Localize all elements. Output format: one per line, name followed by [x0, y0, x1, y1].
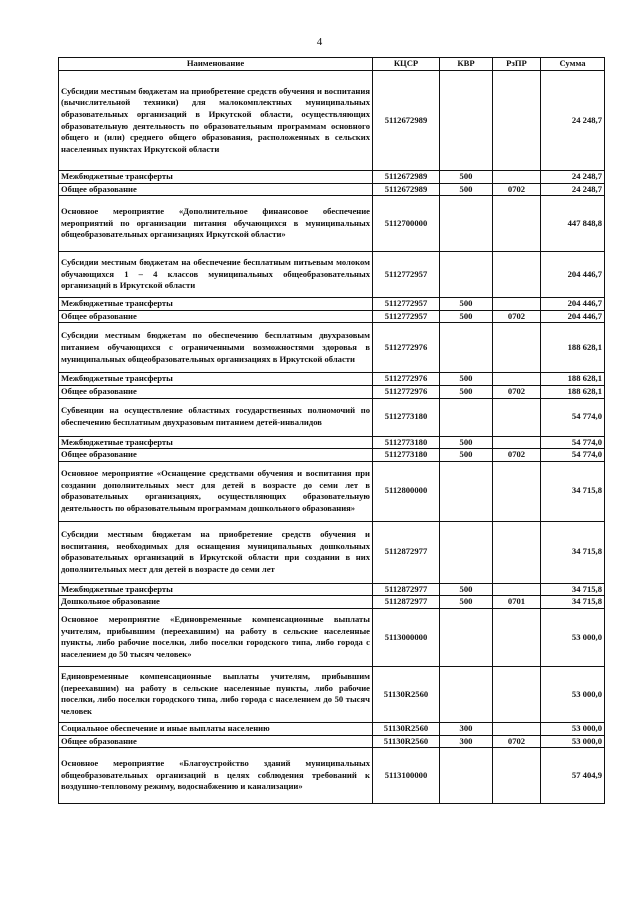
row-sum: 57 404,9 — [541, 748, 605, 804]
table-row — [59, 608, 605, 666]
row-rzpr — [493, 323, 541, 373]
table-row — [59, 735, 605, 748]
row-kvr — [440, 461, 493, 521]
row-name: Основное мероприятие «Единовременные компенсационные выплаты учителям, прибывшим (переехавшим) на работу в сельские населенные пункты, либо рабочие поселки, либо поселки городского типа, либо города с населением до 50 тысяч человек» — [59, 608, 373, 666]
row-sum: 53 000,0 — [541, 722, 605, 735]
page-number: 4 — [316, 36, 323, 48]
row-rzpr — [493, 666, 541, 722]
row-kvr — [440, 521, 493, 583]
row-name: Основное мероприятие «Благоустройство зданий муниципальных общеобразовательных организаций в целях соблюдения требований к воздушно-тепловому режиму, водоснабжению и канализации» — [59, 748, 373, 804]
table-row — [59, 461, 605, 521]
row-kcsr: 5112772976 — [373, 385, 440, 398]
row-kcsr: 5112773180 — [373, 449, 440, 462]
row-sum: 188 628,1 — [541, 323, 605, 373]
row-kcsr: 5112800000 — [373, 461, 440, 521]
row-rzpr — [493, 252, 541, 298]
header-rzpr: РзПР — [493, 58, 541, 71]
header-sum: Сумма — [541, 58, 605, 71]
table-row — [59, 436, 605, 449]
table-row — [59, 666, 605, 722]
row-rzpr: 0702 — [493, 310, 541, 323]
table-row — [59, 596, 605, 609]
row-sum: 53 000,0 — [541, 735, 605, 748]
table-row — [59, 323, 605, 373]
row-kcsr: 5112772957 — [373, 252, 440, 298]
table-row — [59, 298, 605, 311]
table-row — [59, 252, 605, 298]
row-kcsr: 5112872977 — [373, 521, 440, 583]
header-name: Наименование — [59, 58, 373, 71]
row-sum: 24 248,7 — [541, 171, 605, 184]
row-sum: 24 248,7 — [541, 183, 605, 196]
row-rzpr: 0702 — [493, 449, 541, 462]
table-row — [59, 71, 605, 171]
row-kcsr: 51130R2560 — [373, 735, 440, 748]
row-name: Субсидии местным бюджетам по обеспечению бесплатным двухразовым питанием обучающихся с ограниченными возможностями здоровья в муниципальных общеобразовательных организациях в Иркутской области — [59, 323, 373, 373]
row-sum: 34 715,8 — [541, 521, 605, 583]
row-name: Межбюджетные трансферты — [59, 583, 373, 596]
row-kcsr: 5112872977 — [373, 596, 440, 609]
row-kvr: 500 — [440, 596, 493, 609]
row-kcsr: 5112772957 — [373, 310, 440, 323]
row-name: Единовременные компенсационные выплаты учителям, прибывшим (переехавшим) на работу в сельские населенные пункты, либо рабочие поселки, либо поселки городского типа, либо города с населением до 50 тысяч человек — [59, 666, 373, 722]
row-rzpr — [493, 722, 541, 735]
row-name: Основное мероприятие «Оснащение средствами обучения и воспитания при создании дополнительных мест для детей в возрасте до семи лет в образовательных организациях, осуществляющих образовательную деятельность по образовательным программам дошкольного образования» — [59, 461, 373, 521]
table-row — [59, 385, 605, 398]
row-kcsr: 5112773180 — [373, 398, 440, 436]
row-kcsr: 5113000000 — [373, 608, 440, 666]
row-kvr — [440, 323, 493, 373]
table-row — [59, 196, 605, 252]
row-kvr — [440, 608, 493, 666]
row-sum: 204 446,7 — [541, 310, 605, 323]
table-row — [59, 722, 605, 735]
row-kvr: 300 — [440, 722, 493, 735]
row-sum: 54 774,0 — [541, 398, 605, 436]
row-name: Основное мероприятие «Дополнительное финансовое обеспечение мероприятий по организации питания обучающихся в муниципальных общеобразовательных организациях Иркутской области» — [59, 196, 373, 252]
row-name: Дошкольное образование — [59, 596, 373, 609]
row-kvr — [440, 196, 493, 252]
row-rzpr — [493, 583, 541, 596]
row-name: Общее образование — [59, 385, 373, 398]
row-kcsr: 5112700000 — [373, 196, 440, 252]
row-name: Общее образование — [59, 449, 373, 462]
row-rzpr — [493, 196, 541, 252]
header-kvr: КВР — [440, 58, 493, 71]
row-name: Межбюджетные трансферты — [59, 436, 373, 449]
row-rzpr: 0702 — [493, 385, 541, 398]
row-kcsr: 5112872977 — [373, 583, 440, 596]
table-header-row — [59, 58, 605, 71]
row-name: Общее образование — [59, 183, 373, 196]
row-rzpr — [493, 461, 541, 521]
row-rzpr — [493, 398, 541, 436]
row-rzpr: 0702 — [493, 735, 541, 748]
row-sum: 34 715,8 — [541, 596, 605, 609]
row-sum: 204 446,7 — [541, 252, 605, 298]
row-kvr: 500 — [440, 583, 493, 596]
table-row — [59, 748, 605, 804]
row-sum: 447 848,8 — [541, 196, 605, 252]
row-name: Общее образование — [59, 310, 373, 323]
row-rzpr — [493, 748, 541, 804]
row-kcsr: 51130R2560 — [373, 722, 440, 735]
row-kvr — [440, 666, 493, 722]
row-rzpr — [493, 171, 541, 184]
budget-table — [58, 57, 605, 804]
table-row — [59, 449, 605, 462]
row-rzpr — [493, 436, 541, 449]
row-rzpr — [493, 298, 541, 311]
row-kvr: 300 — [440, 735, 493, 748]
row-sum: 54 774,0 — [541, 436, 605, 449]
row-kvr — [440, 71, 493, 171]
row-name: Общее образование — [59, 735, 373, 748]
row-kvr: 500 — [440, 298, 493, 311]
row-rzpr — [493, 608, 541, 666]
table-row — [59, 310, 605, 323]
row-kvr: 500 — [440, 171, 493, 184]
row-kcsr: 5112672989 — [373, 171, 440, 184]
row-name: Межбюджетные трансферты — [59, 373, 373, 386]
row-sum: 188 628,1 — [541, 373, 605, 386]
header-kcsr: КЦСР — [373, 58, 440, 71]
row-name: Межбюджетные трансферты — [59, 171, 373, 184]
row-kvr: 500 — [440, 436, 493, 449]
table-row — [59, 583, 605, 596]
row-kcsr: 5112772957 — [373, 298, 440, 311]
row-rzpr — [493, 71, 541, 171]
row-kvr — [440, 398, 493, 436]
row-kvr — [440, 748, 493, 804]
row-kcsr: 51130R2560 — [373, 666, 440, 722]
row-name: Субсидии местным бюджетам на обеспечение бесплатным питьевым молоком обучающихся 1 – 4 классов муниципальных общеобразовательных организаций в Иркутской области — [59, 252, 373, 298]
table-row — [59, 373, 605, 386]
table-row — [59, 183, 605, 196]
row-kcsr: 5112772976 — [373, 373, 440, 386]
row-kvr: 500 — [440, 449, 493, 462]
row-kvr: 500 — [440, 373, 493, 386]
row-kcsr: 5112672989 — [373, 183, 440, 196]
table-row — [59, 398, 605, 436]
row-name: Субвенции на осуществление областных государственных полномочий по обеспечению бесплатным двухразовым питанием детей-инвалидов — [59, 398, 373, 436]
row-rzpr: 0702 — [493, 183, 541, 196]
row-sum: 204 446,7 — [541, 298, 605, 311]
row-sum: 34 715,8 — [541, 461, 605, 521]
row-name: Субсидии местным бюджетам на приобретение средств обучения и воспитания (вычислительной техники) для малокомплектных муниципальных образовательных организаций в Иркутской области, осуществляющих образовательную деятельность по образовательным программам основного общего и (или) среднего общего образования, расположенных в сельских населенных пунктах Иркутской области — [59, 71, 373, 171]
row-sum: 54 774,0 — [541, 449, 605, 462]
row-kcsr: 5113100000 — [373, 748, 440, 804]
row-sum: 24 248,7 — [541, 71, 605, 171]
row-kcsr: 5112773180 — [373, 436, 440, 449]
row-rzpr — [493, 373, 541, 386]
row-kvr — [440, 252, 493, 298]
row-kvr: 500 — [440, 385, 493, 398]
row-sum: 53 000,0 — [541, 666, 605, 722]
row-kcsr: 5112672989 — [373, 71, 440, 171]
row-rzpr: 0701 — [493, 596, 541, 609]
row-sum: 34 715,8 — [541, 583, 605, 596]
table-row — [59, 171, 605, 184]
row-kcsr: 5112772976 — [373, 323, 440, 373]
row-kvr: 500 — [440, 310, 493, 323]
table-row — [59, 521, 605, 583]
row-rzpr — [493, 521, 541, 583]
row-name: Субсидии местным бюджетам на приобретение средств обучения и воспитания, необходимых для оснащения муниципальных дошкольных образовательных организаций в Иркутской области при создании в них дополнительных мест для детей в возрасте до семи лет — [59, 521, 373, 583]
row-sum: 188 628,1 — [541, 385, 605, 398]
row-kvr: 500 — [440, 183, 493, 196]
row-name: Социальное обеспечение и иные выплаты населению — [59, 722, 373, 735]
row-sum: 53 000,0 — [541, 608, 605, 666]
row-name: Межбюджетные трансферты — [59, 298, 373, 311]
